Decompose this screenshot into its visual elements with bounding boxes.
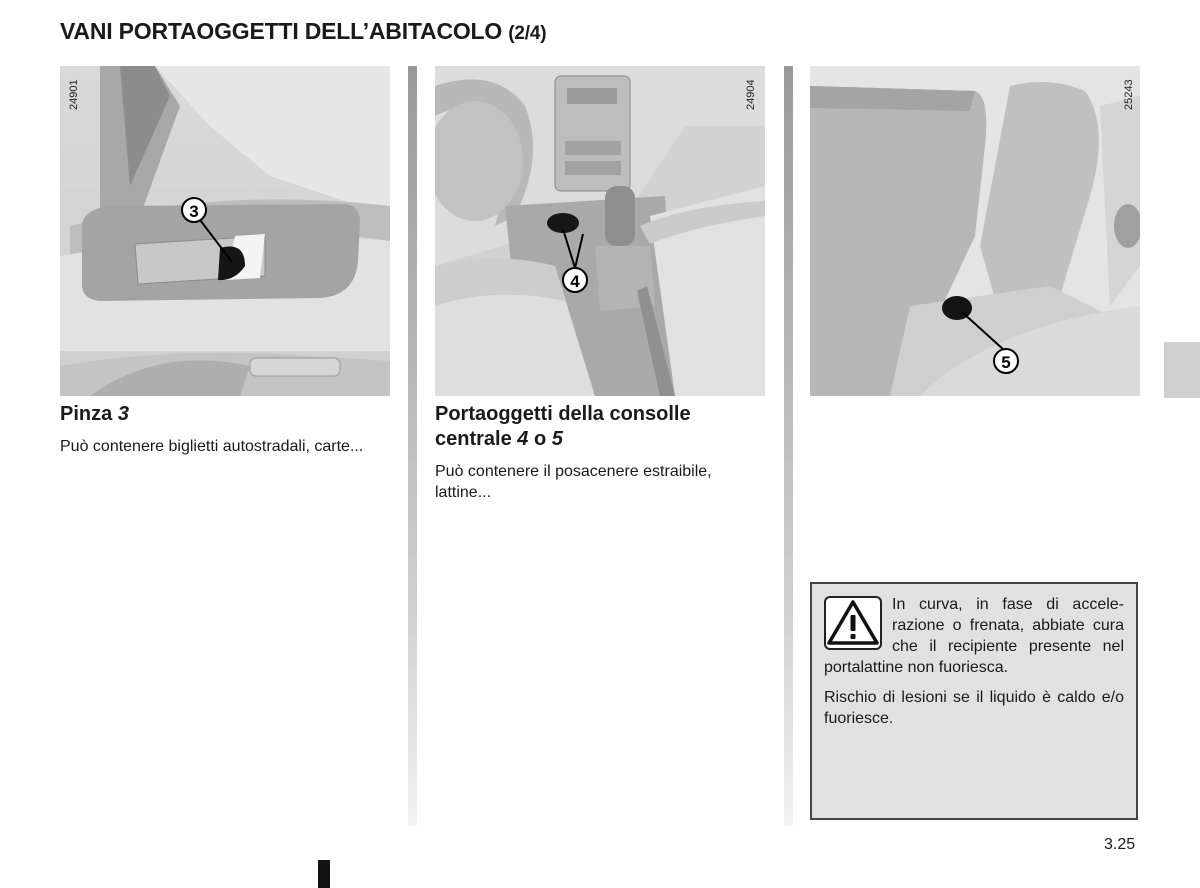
warning-text-2: Rischio di lesioni se il liquido è caldo e/o fuoriesce. — [824, 689, 1124, 727]
callout-3-label: 3 — [189, 202, 199, 221]
heading-text: o — [533, 428, 547, 450]
warning-triangle-icon — [824, 596, 882, 650]
column-divider — [408, 66, 417, 826]
heading-text: Pinza — [60, 403, 113, 425]
heading-ref: 4 — [517, 428, 529, 450]
callout-5-label: 5 — [1001, 353, 1011, 372]
chapter-tab — [1164, 342, 1200, 398]
image-reference-number: 24901 — [68, 79, 80, 110]
center-console-photo — [435, 66, 765, 396]
image-reference-number: 25243 — [1123, 79, 1135, 110]
section-heading-consolle — [435, 402, 770, 452]
callout-4-label: 4 — [570, 272, 580, 291]
column-divider — [784, 66, 793, 826]
page-title — [60, 18, 546, 45]
heading-ref: 5 — [551, 428, 563, 450]
warning-text-1: In curva, in fase di accelerazione o frenata, abbiate cura che il recipiente presente nel portalattine non fuoriesca. — [824, 596, 1124, 676]
section-body-pinza: Può contenere biglietti autostradali, carte... — [60, 438, 364, 455]
image-reference-number: 24904 — [745, 79, 757, 110]
heading-text: Portaoggetti della consolle — [435, 403, 691, 425]
page-title-part: (2/4) — [508, 23, 547, 44]
section-body-consolle: Può contenere il posacenere estraibile, lattine... — [435, 463, 712, 501]
print-mark — [318, 860, 330, 888]
rear-seat-photo — [810, 66, 1140, 396]
warning-box — [810, 582, 1138, 820]
heading-ref: 3 — [117, 403, 129, 425]
heading-text: centrale — [435, 428, 512, 450]
page-number: 3.25 — [1104, 836, 1136, 853]
sun-visor-photo — [60, 66, 390, 396]
section-heading-pinza — [60, 402, 129, 427]
page-title-main: VANI PORTAOGGETTI DELL’ABITACOLO — [60, 18, 503, 44]
